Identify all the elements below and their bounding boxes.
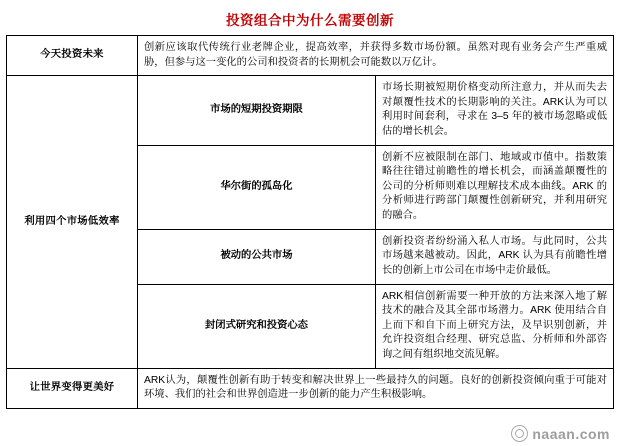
table-row bbox=[7, 368, 614, 408]
row-header-invest-future: 今天投资未来 bbox=[7, 36, 138, 76]
watermark-text: naaan.com bbox=[532, 425, 610, 442]
subrow-header-passive-markets: 被动的公共市场 bbox=[138, 229, 376, 284]
subrow-header-short-horizon: 市场的短期投资期限 bbox=[138, 76, 376, 145]
row-body-invest-future: 创新应该取代传统行业老牌企业，提高效率，并获得多数市场份额。虽然对现有业务会产生严重威胁，但参与这一变化的公司和投资者的长期机会可能数以万亿计。 bbox=[138, 36, 614, 76]
table-row bbox=[7, 76, 614, 145]
row-body-better-world: ARK认为，颠覆性创新有助于转变和解决世界上一些最持久的问题。良好的创新投资倾向重于可能对环境、我们的社会和世界创造进一步创新的能力产生积极影响。 bbox=[138, 368, 614, 408]
page-title: 投资组合中为什么需要创新 bbox=[226, 13, 394, 28]
circle-logo-icon bbox=[511, 425, 528, 442]
row-header-market-inefficiencies: 利用四个市场低效率 bbox=[7, 76, 138, 368]
subrow-body-wall-street-silos: 创新不应被限制在部门、地域或市值中。指数策略往往错过前瞻性的增长机会，而涵盖颠覆性的公司的分析师则难以理解技术成本曲线。ARK 的分析师进行跨部门颠覆性创新研究，并利用研究的融合。 bbox=[376, 145, 614, 229]
subrow-body-short-horizon: 市场长期被短期价格变动所注意力，并从而失去对颠覆性技术的长期影响的关注。ARK认为可以利用时间套利，寻求在 3–5 年的被市场忽略或低估的增长机会。 bbox=[376, 76, 614, 145]
subrow-header-closed-research: 封闭式研究和投资心态 bbox=[138, 284, 376, 368]
subrow-body-passive-markets: 创新投资者纷纷涌入私人市场。与此同时，公共市场越来越被动。因此，ARK 认为具有前瞻性增长的创新上市公司在市场中走价最低。 bbox=[376, 229, 614, 284]
table-row bbox=[7, 36, 614, 76]
subrow-body-closed-research: ARK相信创新需要一种开放的方法来深入地了解技术的融合及其全部市场潜力。ARK 使用结合自上而下和自下而上研究方法，及早识别创新，并允许投资组合经理、研究总监、分析师和外部咨询之间有组织地交流见解。 bbox=[376, 284, 614, 368]
watermark bbox=[511, 425, 610, 442]
subrow-header-wall-street-silos: 华尔街的孤岛化 bbox=[138, 145, 376, 229]
row-header-better-world: 让世界变得更美好 bbox=[7, 368, 138, 408]
content-table bbox=[6, 35, 614, 409]
